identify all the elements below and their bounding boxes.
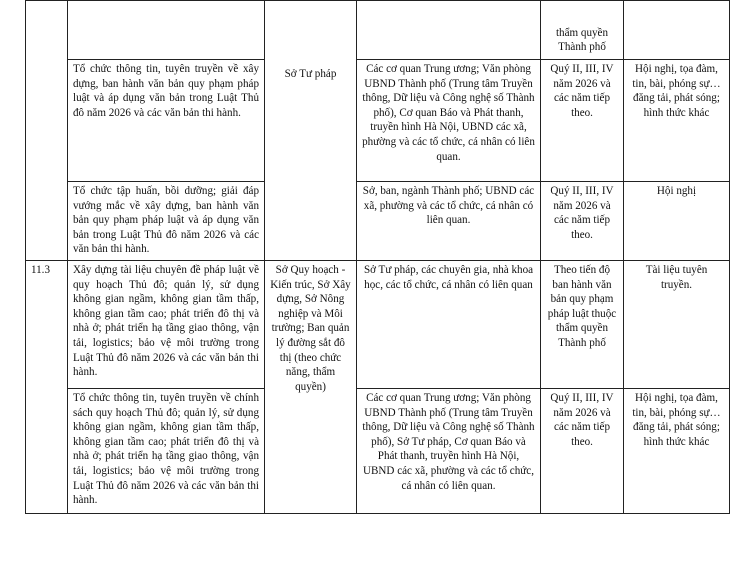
- task-cell: [68, 1, 265, 60]
- table-row: [26, 1, 730, 60]
- table-row: [26, 389, 730, 514]
- row-number-cell: 11.3: [26, 261, 68, 514]
- timeline-label: thẩm quyền Thành phố: [555, 26, 609, 54]
- coordinating-agency-cell: Các cơ quan Trung ương; Văn phòng UBND Thành phố (Trung tâm Truyền thông, Dữ liệu và Công nghệ số Thành phố), Sở Tư pháp, Cơ quan Báo và Phát thanh, truyền hình Hà Nội, UBND các xã, phường và các tổ chức, cá nhân có liên quan.: [357, 389, 541, 514]
- coordinating-agency-cell: Sở, ban, ngành Thành phố; UBND các xã, phường và các tổ chức, cá nhân có liên quan.: [357, 182, 541, 261]
- row-number-cell: [26, 1, 68, 261]
- timeline-cell: Theo tiến độ ban hành văn bản quy phạm pháp luật thuộc thẩm quyền Thành phố: [541, 261, 624, 389]
- task-cell: Tổ chức thông tin, tuyên truyền về xây dựng, ban hành văn bản quy phạm pháp luật và áp dụng văn bản trong Luật Thủ đô năm 2026 và các văn bản thi hành.: [68, 60, 265, 182]
- coordinating-agency-cell: Sở Tư pháp, các chuyên gia, nhà khoa học, các tổ chức, cá nhân có liên quan: [357, 261, 541, 389]
- timeline-cell: Quý II, III, IV năm 2026 và các năm tiếp theo.: [541, 60, 624, 182]
- form-cell: Tài liệu tuyên truyền.: [624, 261, 730, 389]
- lead-agency-cell: Sở Quy hoạch - Kiến trúc, Sở Xây dựng, Sở Nông nghiệp và Môi trường; Ban quản lý đường sắt đô thị (theo chức năng, thẩm quyền): [265, 261, 357, 514]
- task-cell: Tổ chức tập huấn, bồi dưỡng; giải đáp vướng mắc về xây dựng, ban hành văn bản quy phạm pháp luật và áp dụng văn bản trong Luật Thủ đô năm 2026 và các văn bản thi hành.: [68, 182, 265, 261]
- table-row: [26, 261, 730, 389]
- form-cell: Hội nghị, tọa đàm, tin, bài, phóng sự…đăng tải, phát sóng; hình thức khác: [624, 60, 730, 182]
- implementation-plan-table: [25, 0, 730, 514]
- form-cell: Hội nghị, tọa đàm, tin, bài, phóng sự…đăng tải, phát sóng; hình thức khác: [624, 389, 730, 514]
- form-cell: [624, 1, 730, 60]
- form-cell: Hội nghị: [624, 182, 730, 261]
- coordinating-agency-cell: Các cơ quan Trung ương; Văn phòng UBND Thành phố (Trung tâm Truyền thông, Dữ liệu và Công nghệ số Thành phố), Cơ quan Báo và Phát thanh, truyền hình Hà Nội, UBND các xã, phường và các tổ chức, cá nhân có liên quan.: [357, 60, 541, 182]
- lead-agency-label: Sở Tư pháp: [284, 68, 337, 80]
- task-cell: Tổ chức thông tin, tuyên truyền về chính sách quy hoạch Thủ đô; quản lý, sử dụng không gian ngầm, không gian tầm thấp, không gian tầm cao; phát triển đô thị và nhà ở; phát triển hạ tầng giao thông, vận tải, logistics; bảo vệ môi trường trong Luật Thủ đô năm 2026 và các văn bản thi hành.: [68, 389, 265, 514]
- task-cell: Xây dựng tài liệu chuyên đề pháp luật về quy hoạch Thủ đô; quản lý, sử dụng không gian ngầm, không gian tầm thấp, không gian tầm cao; phát triển đô thị và nhà ở; phát triển hạ tầng giao thông, vận tải, logistics; bảo vệ môi trường trong Luật Thủ đô năm 2026 và các văn bản thi hành.: [68, 261, 265, 389]
- timeline-cell: [541, 1, 624, 60]
- table-row: [26, 182, 730, 261]
- timeline-cell: Quý II, III, IV năm 2026 và các năm tiếp theo.: [541, 389, 624, 514]
- timeline-cell: Quý II, III, IV năm 2026 và các năm tiếp theo.: [541, 182, 624, 261]
- table-row: [26, 60, 730, 182]
- coordinating-agency-cell: [357, 1, 541, 60]
- lead-agency-cell: [265, 1, 357, 261]
